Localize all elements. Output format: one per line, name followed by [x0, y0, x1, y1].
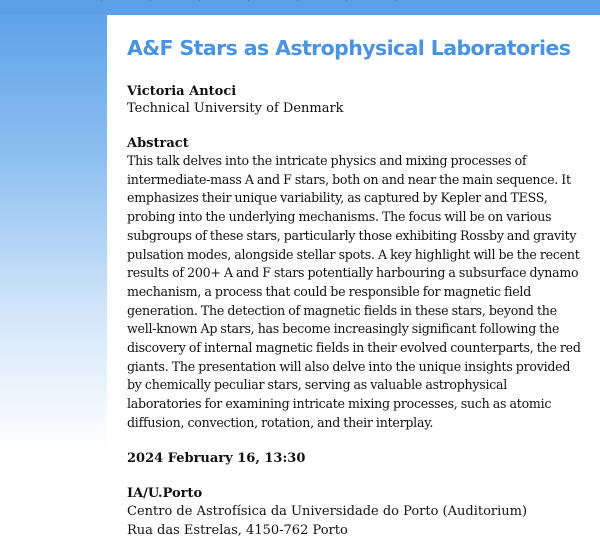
talk-card: [107, 15, 600, 538]
speaker-name: Victoria Antoci: [127, 84, 237, 99]
top-decorative-band: [0, 0, 600, 15]
talk-details: [127, 15, 582, 540]
venue-address: Rua das Estrelas, 4150-762 Porto: [127, 522, 348, 538]
top-band-dots: · · · · · · ·: [100, 0, 420, 5]
talk-title: A&F Stars as Astrophysical Laboratories: [127, 36, 571, 60]
venue-room: Centro de Astrofísica da Universidade do Porto (Auditorium): [127, 503, 528, 519]
venue-name: IA/U.Porto: [127, 485, 203, 501]
abstract-text: This talk delves into the intricate physics and mixing processes of intermediate-mass A and F stars, both on and near the main sequence. It emphasizes their unique variability, as captured by Kepler and TESS, probing into the underlying mechanisms. The focus will be on various subgroups of these stars, particularly those exhibiting Rossby and gravity pulsation modes, alongside stellar spots. A key highlight will be the recent results of 200+ A and F stars potentially harbouring a subsurface dynamo mechanism, a process that could be responsible for magnetic field generation. The detection of magnetic fields in these stars, beyond the well-known Ap stars, has become increasingly significant following the discovery of internal magnetic fields in their evolved counterparts, the red giants. The presentation will also delve into the unique insights provided by chemically peculiar stars, serving as valuable astrophysical laboratories for examining intricate mixing processes, such as atomic diffusion, convection, rotation, and their interplay.: [127, 153, 581, 430]
left-decorative-band: [0, 0, 107, 530]
abstract-heading: Abstract: [127, 136, 189, 151]
talk-datetime: 2024 February 16, 13:30: [127, 450, 306, 466]
speaker-affiliation: Technical University of Denmark: [127, 101, 344, 116]
